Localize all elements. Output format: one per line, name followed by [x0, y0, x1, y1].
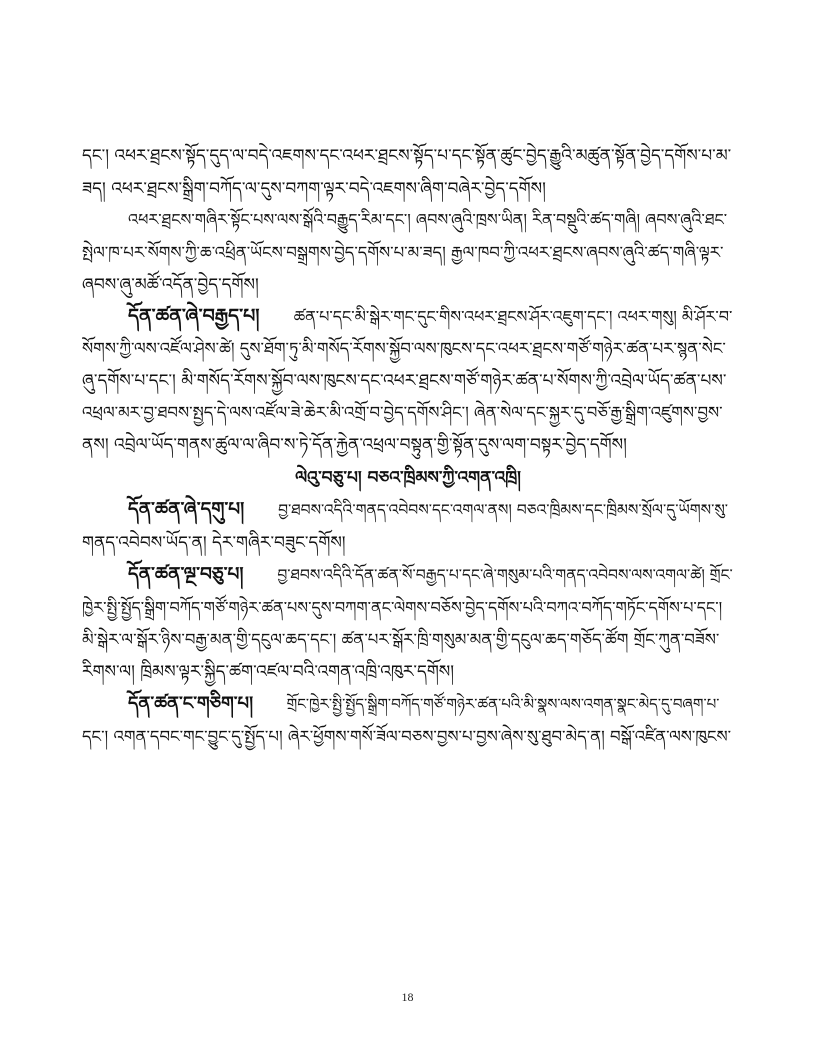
chapter-title: ལེའུ་བཅུ་པ། བཅའ་ཁྲིམས་ཀྱི་འགན་འཁྲི། [295, 468, 521, 488]
article-39-heading: དོན་ཚན་ཞེ་དགུ་པ། [128, 499, 245, 520]
text-line: ཞབས་ཞུ་མཚོ་འདོན་བྱེད་དགོས། [82, 275, 259, 295]
text-line: གནད་འབེབས་ཡོད་ན། དེར་གཞིར་བཟུང་དགོས། [82, 533, 346, 553]
article-50-heading: དོན་ཚན་ལྔ་བཅུ་པ། [128, 564, 244, 585]
text-line: ཟད། འཕར་ཐྲངས་སྒྲིག་བཀོད་ལ་དུས་བཀག་ལྟར་བདེ་འཇགས་ཞིག་བཞེར་བྱེད་དགོས། [82, 179, 546, 199]
article-38-line [128, 305, 732, 328]
article-51-line [128, 693, 719, 715]
text-line: མི་སྒེར་ལ་སྒོར་ཉིས་བརྒྱ་མན་གྱི་དངུལ་ཆད་དང་། ཚན་པར་སྒོར་ཁྲི་གསུམ་མན་གྱི་དངུལ་ཆད་གཅོད་ཚོག གྲོང་ཀུན་བཟོས་ [82, 630, 720, 649]
article-38-text: ཚན་པ་དང་མི་སྒེར་གང་དུང་གིས་འཕར་ཐྲངས་ཤོར་འཇུག་དང་། འཕར་གསུ། མི་ཤོར་བ་ [293, 307, 733, 326]
article-38-heading: དོན་ཚན་ཞེ་བརྒྱད་པ། [128, 305, 260, 327]
text-line: དང་། འགན་དབང་གང་བྱུང་དུ་སྤྱོད་པ། ཞེར་ཕྱོགས་གསོ་ཟོལ་བཅས་བྱས་པ་བྱས་ཞེས་སུ་ཐུབ་མེད་ན། བསྒོ་འཛིན་ལས་ཁུངས་ [82, 727, 732, 746]
article-39-line [128, 499, 728, 521]
article-39-text: བྱ་ཐབས་འདིའི་གནད་འབེབས་དང་འགལ་ནས། བཅའ་ཁྲིམས་དང་ཁྲིམས་སྲོལ་དུ་ཡོགས་སུ་ [278, 501, 729, 519]
article-51-text: གྲོང་ཁྱེར་སྤྱི་སྤྱོད་སྒྲིག་བཀོད་གཙོ་གཉེར་ཚན་པའི་མི་སྣས་ལས་འགན་སྣང་མེད་དུ་བཞག་པ་ [286, 695, 720, 713]
text-line: ཞུ་དགོས་པ་དང་། མི་གསོད་རོགས་སྐྱོབ་ལས་ཁུངས་དང་འཕར་ཐྲངས་གཙོ་གཉེར་ཚན་པ་སོགས་ཀྱི་འབྲེལ་ཡོད་ཚན་པས་ [82, 371, 727, 391]
text-line: འཕྲལ་མར་བྱ་ཐབས་སྤྱད་དེ་ལས་འཛོལ་ཟེ་ཆེར་མི་འགྲོ་བ་བྱེད་དགོས་ཤིང་། ཞེན་སེལ་དང་སྐྱར་དུ་བཅོ་རྒྱ་སྒྲིག་འཛུགས་བྱས་ [82, 403, 723, 422]
paragraph-first-line: འཕར་ཐྲངས་གཞིར་སྟོང་པས་ལས་སྒོའི་བརྒྱུད་རིམ་དང་། ཞབས་ཞུའི་ཁྲས་ཡིན། རིན་བསྡུའི་ཚད་གཞི། ཞབས་ཞུའི་ཐང་ [128, 210, 728, 229]
article-51-heading: དོན་ཚན་ང་གཅིག་པ། [128, 693, 254, 714]
text-line: རིགས་ལ། ཁྲིམས་ལྟར་སྐྱིད་ཚག་འཛལ་བའི་འགན་འཁྲི་འཁུར་དགོས། [82, 662, 455, 682]
text-line: དང་། འཕར་ཐྲངས་སྟོད་དུད་ལ་བདེ་འཇགས་དང་འཕར་ཐྲངས་སྟོད་པ་དང་སྟོན་ཚུང་བྱེད་རྒྱུའི་མཚུན་སྟོན་བྱེད་དགོས་པ་མ་ [82, 146, 732, 166]
text-line: ནས། འབྲེལ་ཡོད་གནས་ཚུལ་ལ་ཞིབ་ས་ཏེ་དོན་རྐྱེན་འཕྲལ་བསྟུན་གྱི་སྟོན་དུས་ལག་བསྟར་བྱེད་དགོས། [82, 435, 627, 455]
page-number: 18 [401, 990, 414, 1004]
article-50-text: བྱ་ཐབས་འདིའི་དོན་ཚན་སོ་བརྒྱད་པ་དང་ཞེ་གསུམ་པའི་གནད་འབེབས་ལས་འགལ་ཚེ། གྲོང་ [277, 566, 733, 584]
text-line: སོགས་ཀྱི་ལས་འཛོལ་ཤེས་ཚེ། དུས་ཐོག་ཏུ་མི་གསོད་རོགས་སྐྱོབ་ལས་ཁུངས་དང་འཕར་ཐྲངས་གཙོ་གཉེར་ཚན་པར་སྙན་སེང་ [82, 339, 726, 358]
article-50-line [128, 564, 733, 586]
text-line: ཁྱེར་སྤྱི་སྤྱོད་སྒྲིག་བཀོད་གཙོ་གཉེར་ཚན་པས་དུས་བཀག་ནང་ལེགས་བཅོས་བྱེད་དགོས་པའི་བཀའ་བཀོད་གཏོང་དགོས་པ་དང་། [82, 598, 723, 617]
text-line: སྤེལ་ཁ་པར་སོགས་ཀྱི་ཆ་འཕྲིན་ཡོངས་བསྒྲགས་བྱེད་དགོས་པ་མ་ཟད། རྒྱལ་ཁབ་ཀྱི་འཕར་ཐྲངས་ཞབས་ཞུའི་ཚད་གཞི་ལྟར་ [82, 243, 724, 262]
